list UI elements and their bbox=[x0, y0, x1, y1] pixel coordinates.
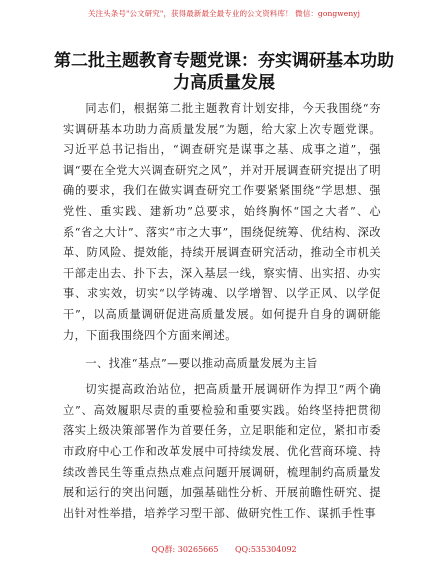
section-heading-1: 一、找准“基点”—要以推动高质量发展为主旨 bbox=[85, 357, 318, 371]
document-body bbox=[63, 99, 381, 524]
footer-qq: QQ:535304092 bbox=[235, 545, 297, 554]
document-title: 第二批主题教育专题党课：夯实调研基本功助力高质量发展 bbox=[54, 51, 394, 93]
body-paragraph-1: 同志们，根据第二批主题教育计划安排，今天我围绕“夯实调研基本功助力高质量发展”为题，给大家上次专题党课。习近平总书记指出，“调查研究是谋事之基、成事之道”，强调“要在全党大兴调查研究之风”，并对开展调查研究提出了明确的要求，我们在做实调查研究工作要紧紧围绕“学思想、强党性、重实践、建新功”总要求，始终胸怀“国之大者”、心系“省之大计”、落实“市之大事”，围绕促统筹、优结构、深改革、防风险、提效能，持续开展调查研究活动，推动全市机关干部走出去、扑下去，深入基层一线，察实情、出实招、办实事、求实效，切实“以学铸魂、以学增智、以学正风、以学促干”，以高质量调研促进高质量发展。如何提升自身的调研能力，下面我围绕四个方面来阐述。 bbox=[63, 102, 381, 342]
header-promo-note: 关注头条号"公文研究"，获得最新最全最专业的公文资料库！ 微信：gongwenyj bbox=[87, 9, 361, 18]
body-paragraph-2: 切实提高政治站位，把高质量开展调研作为捍卫“两个确立”、高效履职尽责的重要检验和重要实践。始终坚持把贯彻落实上级决策部署作为首要任务，立足职能和定位，紧扣市委市政府中心工作和改革发展中可持续发展、优化营商环境、持续改善民生等重点热点难点问题开展调研，梳理制约高质量发展和运行的突出问题，加强基础性分析、开展前瞻性研究、提出针对性举措，培养学习型干部、做研究性工作、谋抓手性事 bbox=[63, 383, 381, 520]
footer-contact-note bbox=[0, 544, 448, 555]
footer-qq-group: QQ群: 30265665 bbox=[151, 545, 219, 554]
